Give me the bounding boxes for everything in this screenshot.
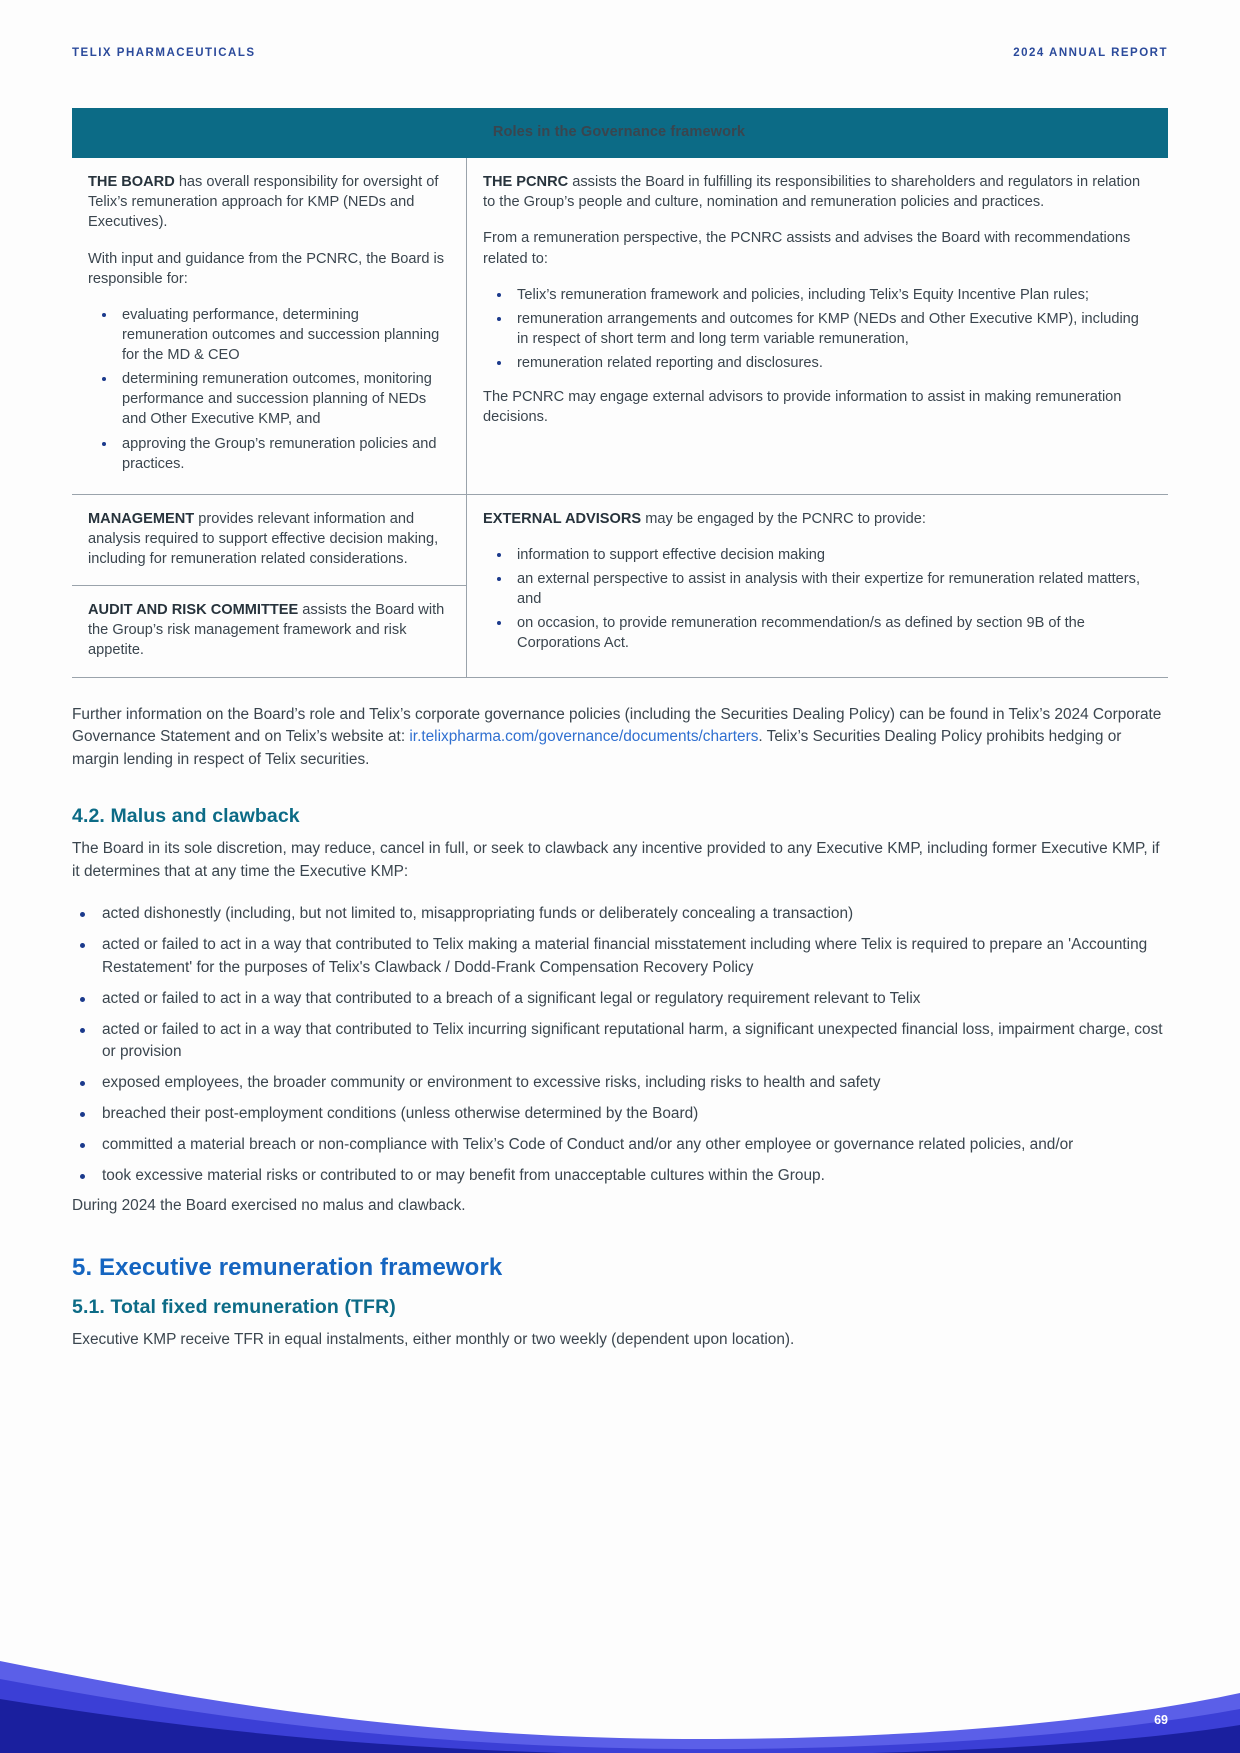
list-item: acted or failed to act in a way that contributed to Telix making a material financial misstatement including where Telix is required to prepare an 'Accounting Restatement' for the purposes of Telix's Clawback / Dodd-Frank Compensation Recovery Policy bbox=[72, 934, 1168, 980]
malus-closing-paragraph: During 2024 the Board exercised no malus and clawback. bbox=[72, 1197, 466, 1215]
list-item: acted or failed to act in a way that contributed to Telix incurring significant reputational harm, a significant unexpected financial loss, impairment charge, cost or provision bbox=[72, 1019, 1168, 1065]
list-item: approving the Group’s remuneration policies and practices. bbox=[88, 434, 448, 474]
pcnrc-intro-paragraph bbox=[483, 172, 1150, 212]
board-second-paragraph: With input and guidance from the PCNRC, the Board is responsible for: bbox=[88, 250, 445, 287]
table-header-row bbox=[72, 108, 1168, 158]
malus-bullet-list bbox=[72, 903, 1168, 1187]
board-intro-paragraph bbox=[88, 172, 448, 232]
cell-the-pcnrc bbox=[467, 158, 1168, 494]
cell-external-advisors bbox=[467, 494, 1168, 676]
board-intro-text: has overall responsibility for oversight of Telix’s remuneration approach for KMP (NEDs and Executives). bbox=[88, 174, 439, 231]
governance-charters-link[interactable]: ir.telixpharma.com/governance/documents/charters bbox=[409, 728, 759, 746]
list-item: on occasion, to provide remuneration recommendation/s as defined by section 9B of the Corporations Act. bbox=[483, 613, 1150, 653]
list-item: acted or failed to act in a way that contributed to a breach of a significant legal or regulatory requirement relevant to Telix bbox=[72, 988, 1168, 1011]
header-company-name: TELIX PHARMACEUTICALS bbox=[72, 47, 256, 59]
further-information-paragraph bbox=[72, 704, 1168, 772]
advisors-bullet-list bbox=[483, 545, 1150, 654]
further-info-part1: Further information on the Board’s role and Telix’s corporate governance policies (including the Securities Dealing Policy) can be found in Telix’s 2024 Corporate Governance Statement and on Telix’s website at: bbox=[72, 705, 1162, 746]
pcnrc-second-paragraph: From a remuneration perspective, the PCNRC assists and advises the Board with recommendations related to: bbox=[483, 230, 1131, 267]
list-item: an external perspective to assist in analysis with their expertize for remuneration related matters, and bbox=[483, 569, 1150, 609]
running-header bbox=[72, 47, 1168, 59]
audit-label: AUDIT AND RISK COMMITTEE bbox=[88, 602, 299, 619]
management-label: MANAGEMENT bbox=[88, 510, 195, 527]
list-item: took excessive material risks or contributed to or may benefit from unacceptable cultures within the Group. bbox=[72, 1165, 1168, 1188]
list-item: determining remuneration outcomes, monitoring performance and succession planning of NEDs and Other Executive KMP, and bbox=[88, 369, 448, 429]
section-5-1-body: Executive KMP receive TFR in equal instalments, either monthly or two weekly (dependent upon location). bbox=[72, 1331, 795, 1349]
table-bottom-rule bbox=[72, 677, 1168, 678]
wave-graphic bbox=[0, 1553, 1240, 1753]
advisors-intro-paragraph bbox=[483, 509, 1150, 529]
list-item: Telix’s remuneration framework and policies, including Telix’s Equity Incentive Plan rules; bbox=[483, 285, 1150, 305]
list-item: remuneration arrangements and outcomes for KMP (NEDs and Other Executive KMP), including in respect of short term and long term variable remuneration, bbox=[483, 309, 1150, 349]
malus-intro-paragraph: The Board in its sole discretion, may reduce, cancel in full, or seek to clawback any incentive provided to any Executive KMP, including former Executive KMP, if it determines that at any time the Executive KMP: bbox=[72, 839, 1160, 880]
further-info-part2: . Telix’s Securities Dealing Policy prohibits hedging or margin lending in respect of Telix securities. bbox=[72, 728, 1122, 769]
list-item: information to support effective decision making bbox=[483, 545, 1150, 565]
page-number: 69 bbox=[1154, 1713, 1168, 1727]
section-heading-5: 5. Executive remuneration framework bbox=[72, 1254, 503, 1282]
list-item: acted dishonestly (including, but not limited to, misappropriating funds or deliberately concealing a transaction) bbox=[72, 903, 1168, 926]
list-item: breached their post-employment conditions (unless otherwise determined by the Board) bbox=[72, 1103, 1168, 1126]
list-item: committed a material breach or non-compliance with Telix’s Code of Conduct and/or any other employee or governance related policies, and/or bbox=[72, 1134, 1168, 1157]
governance-roles-table bbox=[72, 108, 1168, 677]
pcnrc-bullet-list bbox=[483, 285, 1150, 374]
advisors-intro-text: may be engaged by the PCNRC to provide: bbox=[641, 510, 926, 527]
section-heading-4-2: 4.2. Malus and clawback bbox=[72, 804, 300, 827]
list-item: exposed employees, the broader community or environment to excessive risks, including risks to health and safety bbox=[72, 1072, 1168, 1095]
list-item: evaluating performance, determining remuneration outcomes and succession planning for the MD & CEO bbox=[88, 305, 448, 365]
pcnrc-intro-text: assists the Board in fulfilling its responsibilities to shareholders and regulators in relation to the Group’s people and culture, nomination and remuneration policies and practices. bbox=[483, 174, 1141, 211]
cell-audit-risk-committee bbox=[72, 586, 467, 677]
list-item: remuneration related reporting and disclosures. bbox=[483, 353, 1150, 373]
pcnrc-label: THE PCNRC bbox=[483, 174, 569, 191]
page-content bbox=[72, 108, 1168, 1356]
management-text: provides relevant information and analysis required to support effective decision making, including for remuneration related considerations. bbox=[88, 510, 439, 567]
board-label: THE BOARD bbox=[88, 174, 175, 191]
cell-management bbox=[72, 494, 467, 585]
table-row bbox=[72, 158, 1168, 494]
pcnrc-closing-paragraph: The PCNRC may engage external advisors to provide information to assist in making remuneration decisions. bbox=[483, 389, 1122, 426]
table-title: Roles in the Governance framework bbox=[72, 108, 1168, 158]
audit-text: assists the Board with the Group’s risk management framework and risk appetite. bbox=[88, 602, 445, 659]
audit-paragraph bbox=[88, 600, 448, 660]
footer-wave-decoration bbox=[0, 1553, 1240, 1753]
advisors-label: EXTERNAL ADVISORS bbox=[483, 510, 642, 527]
cell-the-board bbox=[72, 158, 467, 494]
header-report-title: 2024 ANNUAL REPORT bbox=[1013, 47, 1168, 59]
management-paragraph bbox=[88, 509, 448, 569]
board-bullet-list bbox=[88, 305, 448, 474]
section-heading-5-1: 5.1. Total fixed remuneration (TFR) bbox=[72, 1296, 396, 1319]
table-row bbox=[72, 494, 1168, 585]
